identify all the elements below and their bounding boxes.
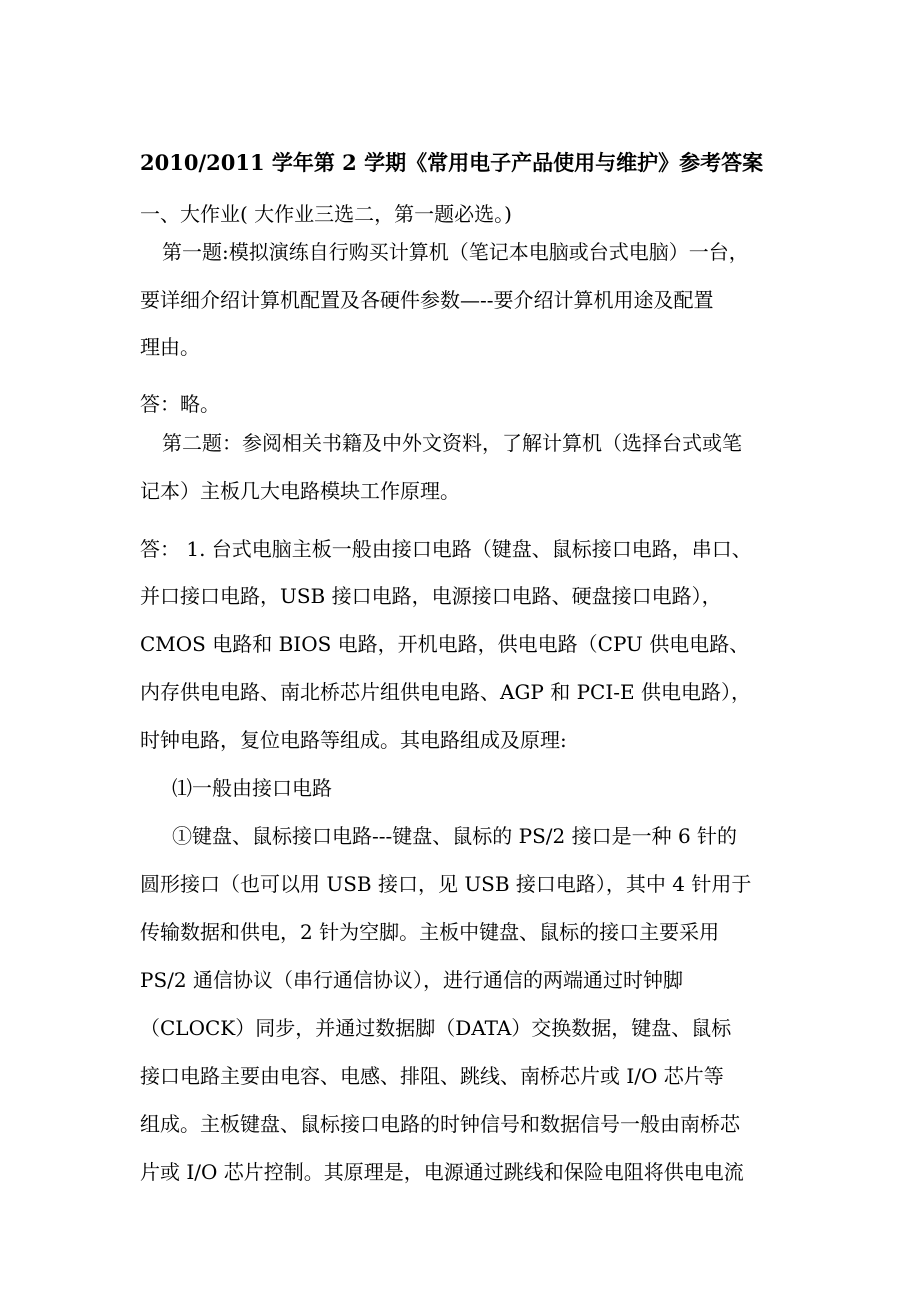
paragraph-line: （CLOCK）同步，并通过数据脚（DATA）交换数据，键盘、鼠标 [140,1016,732,1040]
paragraph-line: 圆形接口（也可以用 USB 接口，见 USB 接口电路），其中 4 针用于 [140,872,752,896]
paragraph-line: 第二题：参阅相关书籍及中外文资料，了解计算机（选择台式或笔 [162,431,742,455]
paragraph-line: 片或 I/O 芯片控制。其原理是，电源通过跳线和保险电阻将供电电流 [140,1160,744,1184]
document-title: 2010/2011 学年第 2 学期《常用电子产品使用与维护》参考答案 [140,150,764,175]
paragraph-line: 第一题:模拟演练自行购买计算机（笔记本电脑或台式电脑）一台， [162,240,749,264]
paragraph-line: 要详细介绍计算机配置及各硬件参数—--要介绍计算机用途及配置 [140,288,714,312]
answer-line: 答： 1. 台式电脑主板一般由接口电路（键盘、鼠标接口电路，串口、 [140,537,752,561]
paragraph-line: 内存供电电路、南北桥芯片组供电电路、AGP 和 PCI-E 供电电路）， [140,680,751,704]
paragraph-line: 理由。 [140,335,200,359]
paragraph-line: ①键盘、鼠标接口电路---键盘、鼠标的 PS/2 接口是一种 6 针的 [172,824,738,848]
paragraph-line: 并口接口电路，USB 接口电路，电源接口电路、硬盘接口电路）， [140,584,722,608]
subheading-line: ⑴一般由接口电路 [172,776,332,800]
paragraph-line: 传输数据和供电，2 针为空脚。主板中键盘、鼠标的接口主要采用 [140,920,720,944]
paragraph-line: 接口电路主要由电容、电感、排阻、跳线、南桥芯片或 I/O 芯片等 [140,1064,724,1088]
paragraph-line: 时钟电路，复位电路等组成。其电路组成及原理: [140,728,567,752]
paragraph-line: 组成。主板键盘、鼠标接口电路的时钟信号和数据信号一般由南桥芯 [140,1112,740,1136]
answer-line: 答：略。 [140,392,220,416]
paragraph-line: 记本）主板几大电路模块工作原理。 [140,479,460,503]
section-heading: 一、大作业( 大作业三选二，第一题必选。) [140,202,512,226]
paragraph-line: PS/2 通信协议（串行通信协议），进行通信的两端通过时钟脚 [140,968,683,992]
paragraph-line: CMOS 电路和 BIOS 电路，开机电路，供电电路（CPU 供电电路、 [140,632,750,656]
